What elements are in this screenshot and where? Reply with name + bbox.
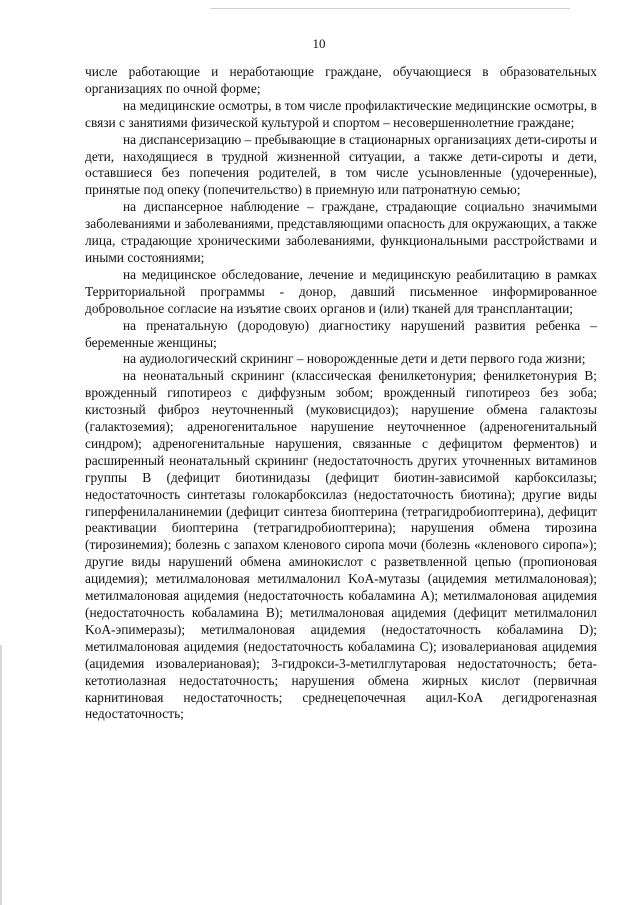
scan-edge-shadow [0,645,2,905]
paragraph-6: на пренатальную (дородовую) диагностику нарушений развития ребенка – беременные женщины; [85,317,597,350]
paragraph-7: на аудиологический скрининг – новорожденные дети и дети первого года жизни; [123,351,586,367]
page-number: 10 [312,36,326,51]
paragraph-3: на диспансеризацию – пребывающие в стационарных организациях дети-сироты и дети, находящиеся в трудной жизненной ситуации, а также дети-сироты и дети, оставшиеся без попечения родителей, в том числе усыновленные (удочеренные), принятые под опеку (попечительство) в приемную или патронатную семью; [85,131,597,198]
document-body [85,64,597,723]
paragraph-2: на медицинские осмотры, в том числе профилактические медицинские осмотры, в связи с занятиями физической культурой и спортом – несовершеннолетние граждане; [85,97,597,130]
paragraph-4: на диспансерное наблюдение – граждане, страдающие социально значимыми заболеваниями и заболеваниями, представляющими опасность для окружающих, а также лица, страдающие хроническими заболеваниями, функциональными расстройствами и иными состояниями; [85,199,597,265]
paragraph-8: на неонатальный скрининг (классическая фенилкетонурия; фенилкетонурия B; врожденный гипотиреоз с диффузным зобом; врожденный гипотиреоз без зоба; кистозный фиброз неуточненный (муковисцидоз); нарушение обмена галактозы (галактоземия); адреногенитальное нарушение неуточненное (адреногенитальный синдром); адреногенитальные нарушения, связанные с дефицитом ферментов) и расширенный неонатальный скрининг (недостаточность других уточненных витаминов группы B (дефицит биотинидазы (дефицит биотин-зависимой карбоксилазы; недостаточность синтетазы голокарбоксилаз (недостаточность биотина); другие виды гиперфенилаланинемии (дефицит синтеза биоптерина (тетрагидробиоптерина), дефицит реактивации биоптерина (тетрагидробиоптерина); нарушения обмена тирозина (тирозинемия); болезнь с запахом кленового сиропа мочи (болезнь «кленового сиропа»); другие виды нарушений обмена аминокислот с разветвленной цепью (пропионовая ацидемия); метилмалоновая метилмалонил KoA-мутазы (ацидемия метилмалоновая); метилмалоновая ацидемия (недостаточность кобаламина A); метилмалоновая ацидемия (недостаточность кобаламина B); метилмалоновая ацидемия (дефицит метилмалонил KoA-эпимеразы); метилмалоновая ацидемия (недостаточность кобаламина D); метилмалоновая ацидемия (недостаточность кобаламина C); изовалериановая ацидемия (ацидемия изовалериановая); 3-гидрокси-3-метилглутаровая недостаточность; бета-кетотиолазная недостаточность; нарушения обмена жирных кислот (первичная карнитиновая недостаточность; среднецепочечная ацил-KoA дегидрогеназная недостаточность; [85,368,597,722]
paragraph-1: числе работающие и неработающие граждане, обучающиеся в образовательных организациях по очной форме; [85,64,597,96]
header-rule [210,8,570,9]
paragraph-5: на медицинское обследование, лечение и медицинскую реабилитацию в рамках Территориальной программы - донор, давший письменное информированное добровольное согласие на изъятие своих органов и (или) тканей для трансплантации; [85,266,597,316]
